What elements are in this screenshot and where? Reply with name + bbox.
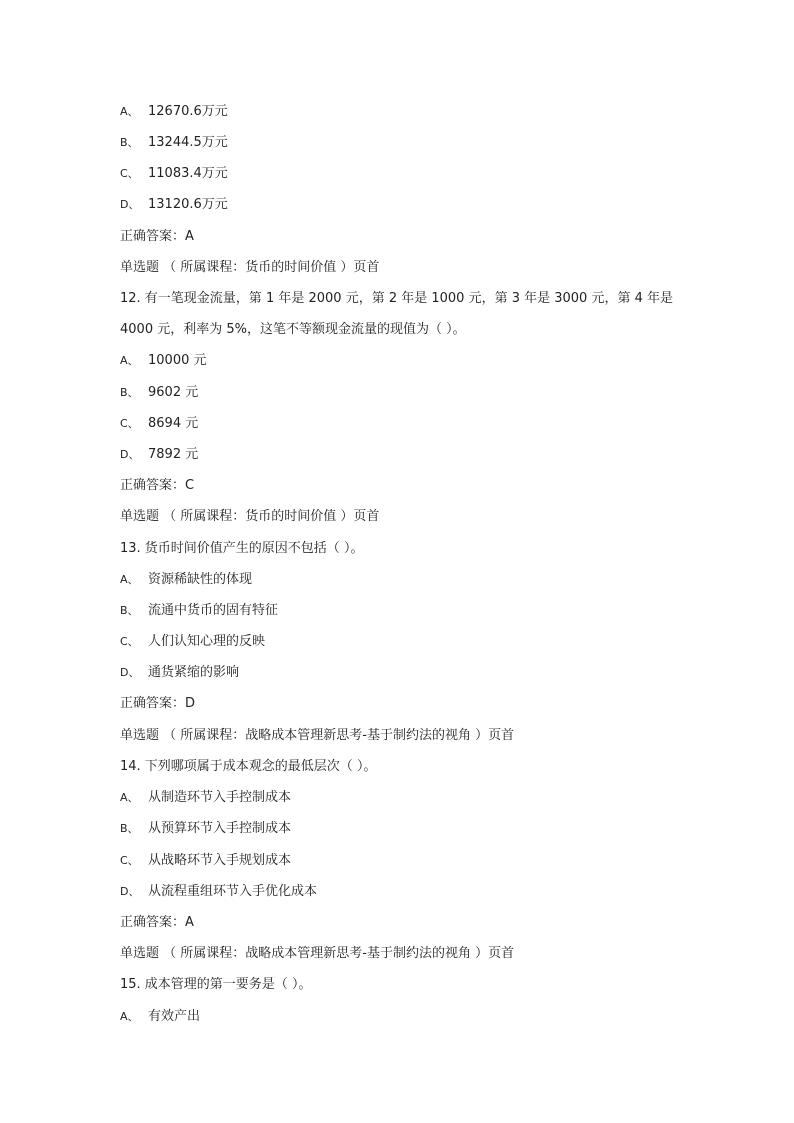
q11-option-c [120, 165, 228, 183]
q13-header: 单选题 （ 所属课程：货币的时间价值 ）页首 [120, 509, 380, 524]
q12-option-c [120, 415, 198, 433]
option-text: 有效产出 [148, 1009, 201, 1024]
q14-answer: 正确答案：A [120, 915, 194, 930]
q12-option-d [120, 446, 198, 464]
option-text: 13120.6万元 [148, 197, 228, 212]
option-text: 12670.6万元 [148, 104, 228, 119]
option-text: 人们认知心理的反映 [148, 634, 266, 649]
option-letter: D、 [120, 448, 140, 461]
q15-header: 单选题 （ 所属课程：战略成本管理新思考-基于制约法的视角 ）页首 [120, 946, 515, 961]
option-letter: D、 [120, 666, 140, 679]
q14-header: 单选题 （ 所属课程：战略成本管理新思考-基于制约法的视角 ）页首 [120, 728, 515, 743]
option-letter: B、 [120, 822, 139, 835]
option-text: 从战略环节入手规划成本 [148, 853, 292, 868]
option-text: 从制造环节入手控制成本 [148, 790, 292, 805]
option-text: 9602 元 [148, 385, 199, 400]
option-letter: A、 [120, 354, 139, 367]
option-text: 8694 元 [148, 416, 199, 431]
option-text: 从流程重组环节入手优化成本 [148, 884, 318, 899]
q11-option-b [120, 134, 228, 152]
option-letter: A、 [120, 1010, 139, 1023]
q15-stem: 15. 成本管理的第一要务是（ ）。 [120, 977, 312, 992]
q12-option-a [120, 352, 207, 370]
option-letter: B、 [120, 604, 139, 617]
q13-option-c [120, 633, 265, 651]
q13-option-b [120, 602, 278, 620]
option-letter: A、 [120, 573, 139, 586]
option-letter: D、 [120, 885, 140, 898]
q11-option-a [120, 103, 228, 121]
option-text: 11083.4万元 [148, 166, 228, 181]
option-letter: C、 [120, 635, 139, 648]
q12-header: 单选题 （ 所属课程：货币的时间价值 ）页首 [120, 260, 380, 275]
q13-option-d [120, 664, 239, 682]
q12-option-b [120, 384, 198, 402]
option-letter: C、 [120, 417, 139, 430]
q14-option-a [120, 789, 291, 807]
q15-option-a [120, 1008, 200, 1026]
q11-option-d [120, 196, 228, 214]
option-text: 资源稀缺性的体现 [148, 572, 253, 587]
q13-answer: 正确答案：D [120, 696, 196, 711]
q14-stem: 14. 下列哪项属于成本观念的最低层次（ ）。 [120, 759, 377, 774]
option-text: 流通中货币的固有特征 [148, 603, 279, 618]
q14-option-d [120, 883, 317, 901]
option-text: 从预算环节入手控制成本 [148, 821, 292, 836]
option-letter: B、 [120, 386, 139, 399]
q12-stem-line1: 12. 有一笔现金流量，第 1 年是 2000 元，第 2 年是 1000 元，第 3 年是 3000 元，第 4 年是 [120, 291, 673, 306]
q14-option-b [120, 820, 291, 838]
q14-option-c [120, 852, 291, 870]
q11-answer: 正确答案：A [120, 229, 194, 244]
option-letter: A、 [120, 791, 139, 804]
option-text: 通货紧缩的影响 [148, 665, 240, 680]
q12-stem-line2: 4000 元，利率为 5%，这笔不等额现金流量的现值为（ ）。 [120, 322, 466, 337]
q13-stem: 13. 货币时间价值产生的原因不包括（ ）。 [120, 541, 364, 556]
option-letter: C、 [120, 854, 139, 867]
q13-option-a [120, 571, 252, 589]
option-letter: A、 [120, 105, 139, 118]
option-text: 13244.5万元 [148, 135, 228, 150]
option-letter: B、 [120, 136, 139, 149]
option-letter: D、 [120, 198, 140, 211]
option-text: 10000 元 [148, 353, 207, 368]
option-letter: C、 [120, 167, 139, 180]
q12-answer: 正确答案：C [120, 478, 195, 493]
option-text: 7892 元 [148, 447, 199, 462]
